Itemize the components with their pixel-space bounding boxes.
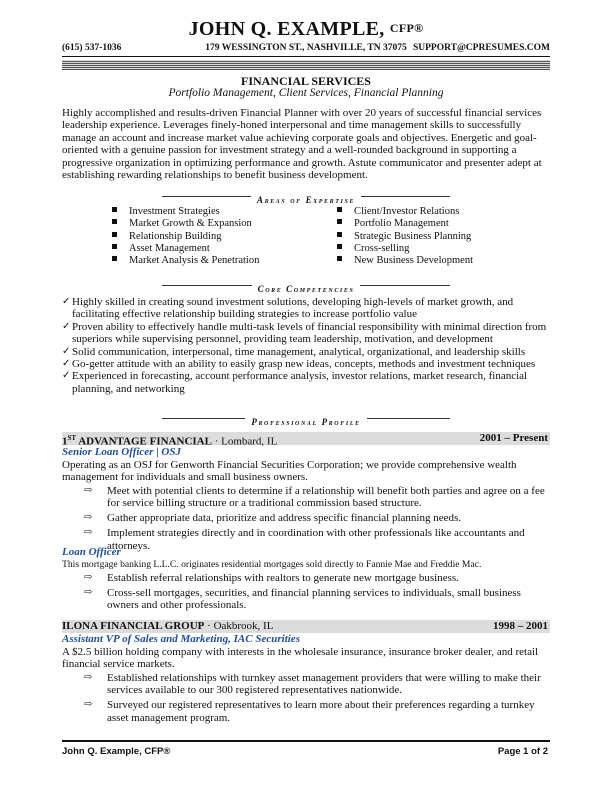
list-item: Asset Management	[112, 243, 259, 255]
square-bullet-icon	[337, 256, 342, 261]
phone: (615) 537-1036	[62, 43, 122, 53]
company: ILONA FINANCIAL GROUP · Oakbrook, IL	[62, 620, 274, 632]
headline: FINANCIAL SERVICES	[241, 74, 371, 88]
list-item: ✓ Go-getter attitude with an ability to easily grasp new ideas, concepts, methods and investment techniques	[62, 358, 536, 371]
competencies-list	[62, 296, 550, 395]
credential: CFP®	[389, 21, 424, 35]
arrow-icon: ⇨	[84, 527, 93, 539]
company: 1ST ADVANTAGE FINANCIAL · Lombard, IL	[62, 434, 278, 448]
contact-line	[62, 43, 550, 55]
header-rule	[62, 56, 550, 57]
competencies-title: Core Competencies	[62, 279, 550, 291]
profile-title: Professional Profile	[62, 412, 550, 424]
list-item: ✓ Solid communication, interpersonal, time management, analytical, organizational, and leadership skills	[62, 345, 526, 358]
job-bullets	[84, 485, 550, 555]
square-bullet-icon	[112, 244, 117, 249]
check-icon: ✓	[62, 345, 71, 357]
check-icon: ✓	[62, 358, 71, 370]
job-description: A $2.5 billion holding company with interests in the wholesale insurance, insurance broker dealer, and retail financial service markets.	[62, 646, 539, 671]
square-bullet-icon	[112, 219, 117, 224]
square-bullet-icon	[112, 232, 117, 237]
candidate-name	[62, 18, 550, 41]
square-bullet-icon	[337, 244, 342, 249]
subheadline: Portfolio Management, Client Services, Financial Planning	[168, 87, 444, 99]
list-item: ✓ Highly skilled in creating sound investment solutions, developing high-levels of market growth, and facilitating effective relationship building strategies to increase portfolio value	[62, 296, 514, 321]
list-item: Relationship Building	[112, 231, 259, 243]
list-item: ⇨ Establish referral relationships with realtors to generate new mortgage business.	[84, 572, 459, 584]
job-role: Loan Officer	[62, 546, 121, 558]
square-bullet-icon	[337, 219, 342, 224]
list-item: ⇨ Surveyed our registered representatives to learn more about their preferences regarding a turnkey asset management program.	[84, 699, 535, 724]
list-item: Investment Strategies	[112, 206, 259, 218]
arrow-icon: ⇨	[84, 512, 93, 524]
square-bullet-icon	[112, 207, 117, 212]
list-item: Market Analysis & Penetration	[112, 255, 259, 267]
job-header	[62, 432, 550, 448]
areas-left	[112, 206, 259, 267]
job-dates: 1998 – 2001	[493, 620, 548, 632]
check-icon: ✓	[62, 320, 71, 332]
job-role: Assistant VP of Sales and Marketing, IAC Securities	[62, 633, 300, 645]
name-text: JOHN Q. EXAMPLE,	[188, 18, 385, 40]
list-item: Market Growth & Expansion	[112, 218, 259, 230]
arrow-icon: ⇨	[84, 587, 93, 598]
page-number: Page 1 of 2	[497, 746, 548, 757]
header-band	[62, 60, 550, 70]
list-item: ⇨ Meet with potential clients to determine if a relationship will benefit both parties and agree on a fee for service billing structure or a traditional commission based structure.	[84, 485, 545, 510]
list-item: New Business Development	[337, 255, 473, 267]
list-item: ⇨ Cross-sell mortgages, securities, and financial planning services to individuals, small business owners and other professionals.	[84, 587, 521, 612]
address: 179 WESSINGTON ST., NASHVILLE, TN 37075	[205, 43, 407, 53]
list-item: Strategic Business Planning	[337, 231, 473, 243]
job-description: This mortgage banking L.L.C. originates residential mortgages sold directly to Fannie Mae and Freddie Mac.	[62, 559, 482, 570]
list-item: ⇨ Gather appropriate data, prioritize and address specific financial planning needs.	[84, 512, 461, 525]
job-header	[62, 620, 550, 633]
list-item: ⇨ Established relationships with turnkey asset management providers that were willing to make their services available to our 300 registered representatives nationwide.	[84, 672, 541, 697]
areas-title: Areas of Expertise	[62, 190, 550, 202]
square-bullet-icon	[337, 207, 342, 212]
job-dates: 2001 – Present	[479, 432, 548, 444]
list-item: Portfolio Management	[337, 218, 473, 230]
list-item: Client/Investor Relations	[337, 206, 473, 218]
arrow-icon: ⇨	[84, 485, 93, 496]
arrow-icon: ⇨	[84, 672, 93, 683]
footer-name: John Q. Example, CFP®	[62, 746, 171, 757]
job-description: Operating as an OSJ for Genworth Financial Securities Corporation; we provide comprehensive wealth management for individuals and small business owners.	[62, 459, 517, 484]
areas-right	[337, 206, 473, 267]
arrow-icon: ⇨	[84, 699, 93, 711]
email: SUPPORT@CPRESUMES.COM	[412, 43, 550, 53]
check-icon: ✓	[62, 296, 71, 307]
square-bullet-icon	[112, 256, 117, 261]
list-item: ⇨ Implement strategies directly and in coordination with other professionals like accountants and attorneys.	[84, 527, 525, 552]
job-bullets	[84, 672, 550, 727]
list-item: ✓ Proven ability to effectively handle multi-task levels of financial responsibility with minimal direction from superiors while supervising personnel, providing team leadership, motivation, and development	[62, 320, 547, 346]
list-item: ✓ Experienced in forecasting, account performance analysis, investor relations, market research, financial planning, and networking	[62, 370, 528, 395]
list-item: Cross-selling	[337, 243, 473, 255]
check-icon: ✓	[62, 370, 71, 382]
job-role: Senior Loan Officer | OSJ	[62, 446, 181, 458]
job-bullets	[84, 572, 550, 614]
square-bullet-icon	[337, 232, 342, 237]
summary: Highly accomplished and results-driven Financial Planner with over 20 years of successful financial services leadership experience. Leverages finely-honed interpersonal and time management skills to successfully manage an account and increase market value achieving corporate goals and objectives. Energetic and goal-oriented with a genuine passion for investment strategy and a well-rounded background in supporting a progressive organization in optimizing performance and growth. Astute communicator and presenter adept at establishing rewarding relationships to benefit business development.	[62, 107, 542, 182]
footer-rule	[62, 740, 550, 742]
arrow-icon: ⇨	[84, 572, 93, 583]
